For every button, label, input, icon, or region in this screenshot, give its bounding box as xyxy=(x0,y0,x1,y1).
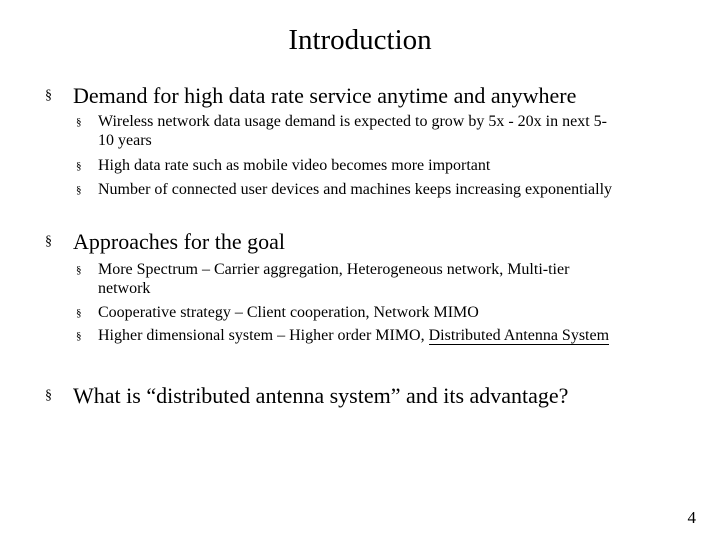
section-heading-text: Approaches for the goal xyxy=(73,229,285,254)
distributed-antenna-system-link[interactable]: Distributed Antenna System xyxy=(428,327,610,344)
list-item-text: High data rate such as mobile video becomes more important xyxy=(98,157,491,174)
list-item-text: Cooperative strategy – Client cooperation, Network MIMO xyxy=(98,304,479,321)
list-item-text: Number of connected user devices and machines keeps increasing exponentially xyxy=(98,181,613,198)
bullet-icon: § xyxy=(45,234,52,249)
page-number: 4 xyxy=(687,508,696,527)
bullet-icon: § xyxy=(45,88,52,103)
bullet-icon: § xyxy=(76,307,82,319)
bullet-icon: § xyxy=(76,184,82,196)
bullet-icon: § xyxy=(76,116,82,128)
slide-title: Introduction xyxy=(288,24,432,56)
bullet-icon: § xyxy=(76,160,82,172)
list-item-text: Wireless network data usage demand is expected to grow by 5x - 20x in next 5- xyxy=(98,113,607,130)
list-item-text-cont: network xyxy=(98,280,151,297)
list-item-text: More Spectrum – Carrier aggregation, Heterogeneous network, Multi-tier xyxy=(98,261,570,278)
section-heading-text: Demand for high data rate service anytime and anywhere xyxy=(73,83,577,108)
list-item-text: Higher dimensional system – Higher order MIMO, xyxy=(98,327,429,344)
section-heading-text: What is “distributed antenna system” and its advantage? xyxy=(73,383,569,408)
bullet-icon: § xyxy=(45,388,52,403)
bullet-icon: § xyxy=(76,330,82,342)
list-item-text-cont: 10 years xyxy=(98,132,152,149)
bullet-icon: § xyxy=(76,264,82,276)
